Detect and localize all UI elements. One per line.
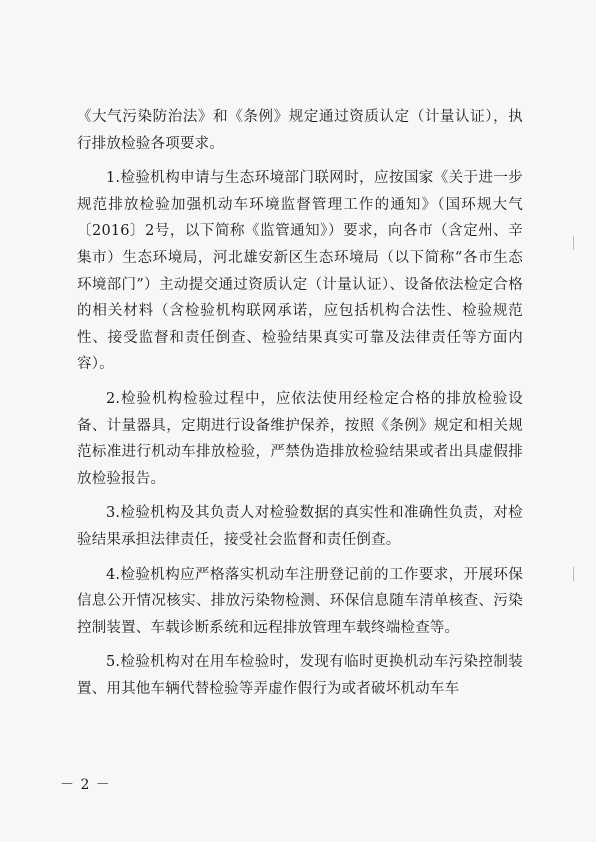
paragraph-item-4: 4.检验机构应严格落实机动车注册登记前的工作要求，开展环保信息公开情况核实、排放污染物检测、环保信息随车清单核查、污染控制装置、车载诊断系统和远程排放管理车载终端检查等。	[77, 566, 523, 636]
paragraph-continuation: 《大气污染防治法》和《条例》规定通过资质认定（计量认证），执行排放检验各项要求。	[77, 109, 523, 152]
scan-edge-mark	[573, 236, 574, 250]
paragraph-item-1: 1.检验机构申请与生态环境部门联网时，应按国家《关于进一步规范排放检验加强机动车环境监督管理工作的通知》（国环规大气〔2016〕2号，以下简称《监管通知》）要求，向各市（含定州、辛集市）生态环境局，河北雄安新区生态环境局（以下简称“各市生态环境部门”）主动提交通过资质认定（计量认证）、设备依法检定合格的相关材料（含检验机构联网承诺，应包括机构合法性、检验规范性、接受监督和责任倒查、检验结果真实可靠及法律责任等方面内容）。	[77, 170, 523, 373]
paragraph-item-3: 3.检验机构及其负责人对检验数据的真实性和准确性负责，对检验结果承担法律责任，接受社会监督和责任倒查。	[77, 505, 523, 548]
scan-edge-mark	[573, 567, 574, 581]
document-body	[77, 104, 523, 710]
paragraph-item-2: 2.检验机构检验过程中，应依法使用经检定合格的排放检验设备、计量器具，定期进行设备维护保养，按照《条例》规定和相关规范标准进行机动车排放检验，严禁伪造排放检验结果或者出具虚假排放检验报告。	[77, 390, 523, 487]
page-number: － 2 －	[60, 777, 111, 793]
paragraph-item-5: 5.检验机构对在用车检验时，发现有临时更换机动车污染控制装置、用其他车辆代替检验等弄虚作假行为或者破坏机动车车	[77, 654, 523, 697]
